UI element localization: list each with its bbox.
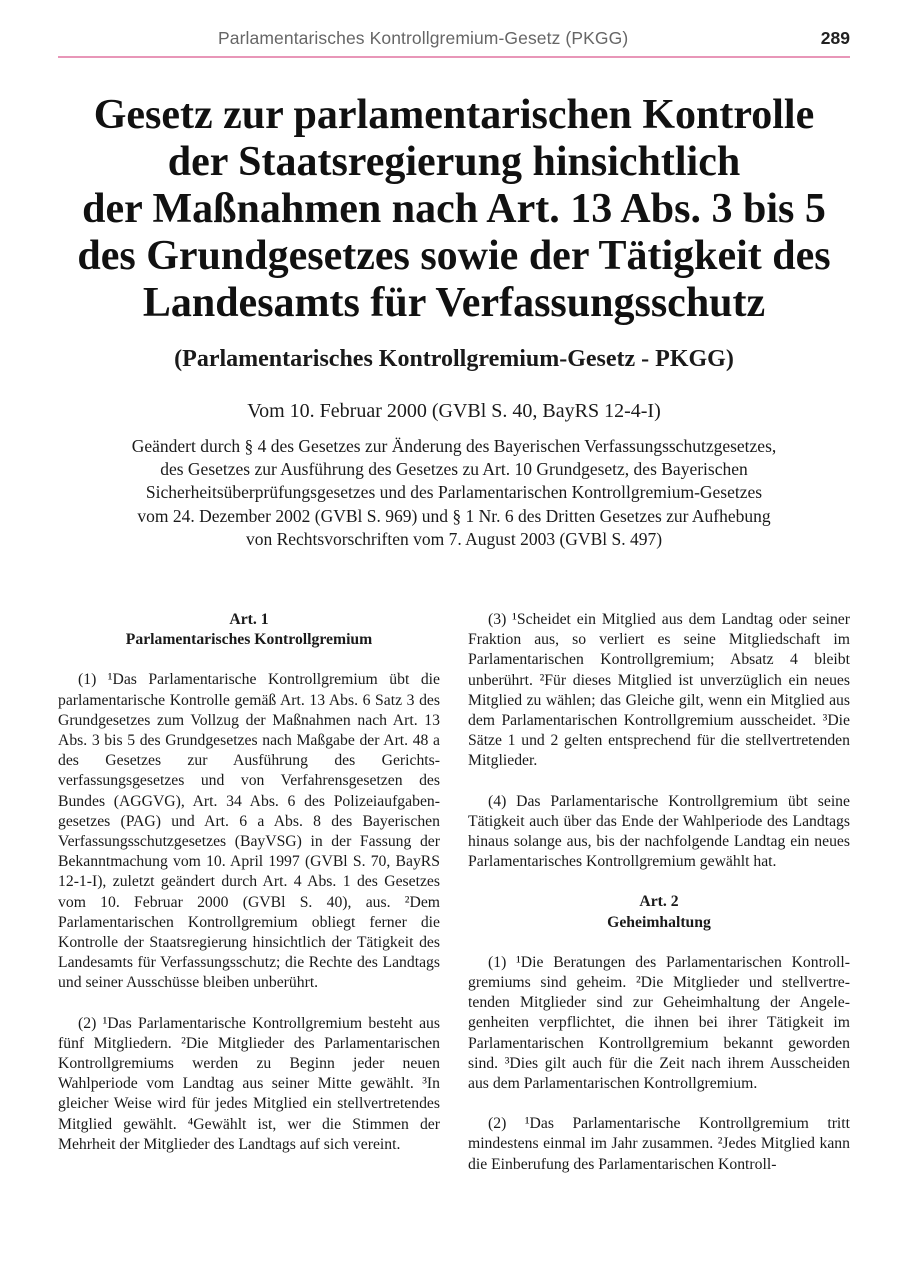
- running-header: [58, 28, 850, 54]
- paragraph: (1) ¹Das Parlamentarische Kontrollgremium übt die parlamentarische Kontrolle gemäß Art. 13 Abs. 6 Satz 3 des Grundgesetzes zum Vollzug der Maßnahmen nach Art. 13 Abs. 3 bis 5 des Grundgesetzes nach Maßgabe der Art. 48 a des Gesetzes zur Ausführung des Gerichtsverfassungsgesetzes und von Verfahrensgesetzen des Bundes (AGGVG), Art. 34 Abs. 6 des Polizeiaufgabengesetzes (PAG) und Art. 6 a Abs. 8 des Bayerischen Verfassungsschutzgesetzes (BayVSG) in der Fassung der Bekanntmachung vom 10. April 1997 (GVBl S. 70, BayRS 12-1-I), zuletzt geändert durch Art. 4 Abs. 1 des Gesetzes vom 10. Februar 2000 (GVBl S. 40), aus. ²Dem Parlamentarischen Kontrollgremium obliegt ferner die Kontrolle der Staatsregierung hinsichtlich der Tätigkeit des Landesamts für Verfassungsschutz; die Rechte des Landtags und seiner Ausschüsse bleiben unberührt.: [58, 671, 440, 992]
- amendment-line: Geändert durch § 4 des Gesetzes zur Änderung des Bayerischen Verfassungsschutzgesetzes,: [131, 436, 777, 456]
- title-line: Landesamts für Verfassungsschutz: [142, 280, 766, 326]
- amendment-note: [60, 435, 848, 551]
- law-subtitle: (Parlamentarisches Kontrollgremium-Gesetz - PKGG): [174, 346, 734, 372]
- article-heading: Geheimhaltung: [607, 913, 711, 931]
- paragraph: (3) ¹Scheidet ein Mitglied aus dem Landtag oder seiner Fraktion aus, so verliert es seine Mitgliedschaft im Parlamentarischen Kontrollgremium; Absatz 4 bleibt unberührt. ²Für dieses Mitglied ist unverzüglich ein neues Mitglied zu wählen; das Gleiche gilt, wenn ein Mitglied aus dem Parlamentarischen Kontrollgremium ausscheidet. ³Die Sätze 1 und 2 gelten entsprechend für die stellvertretenden Mitglieder.: [468, 611, 850, 770]
- paragraph: (4) Das Parlamentarische Kontrollgremium übt seine Tätigkeit auch über das Ende der Wahlperiode des Landtags hinaus solange aus, bis der nachfolgende Landtag ein neues Parlamentarisches Kontrollgremium gewählt hat.: [468, 792, 850, 871]
- title-line: Gesetz zur parlamentarischen Kontrolle: [93, 92, 815, 138]
- amendment-line: des Gesetzes zur Ausführung des Gesetzes zu Art. 10 Grundgesetz, des Bayerischen: [160, 459, 748, 480]
- title-line: der Maßnahmen nach Art. 13 Abs. 3 bis 5: [82, 186, 826, 232]
- paragraph: (2) ¹Das Parlamentarische Kontrollgremium tritt mindestens einmal im Jahr zusammen. ²Jedes Mitglied kann die Einberufung des Parlamentarischen Kontroll-: [468, 1115, 850, 1173]
- date-line: Vom 10. Februar 2000 (GVBl S. 40, BayRS 12-4-I): [247, 400, 661, 422]
- amendment-line: von Rechtsvorschriften vom 7. August 2003 (GVBl S. 497): [245, 528, 663, 549]
- title-line: des Grundgesetzes sowie der Tätigkeit des: [77, 233, 831, 279]
- amendment-line: vom 24. Dezember 2002 (GVBl S. 969) und § 1 Nr. 6 des Dritten Gesetzes zur Aufhebung: [137, 505, 771, 526]
- amendment-line: Sicherheitsüberprüfungsgesetzes und des Parlamentarischen Kontrollgremium-Gesetzes: [145, 482, 763, 503]
- article-heading: Parlamentarisches Kontrollgremium: [125, 631, 373, 649]
- paragraph: (1) ¹Die Beratungen des Parlamentarischen Kontrollgremiums sind geheim. ²Die Mitglieder und stellvertretenden Mitglieder sind zur Geheimhaltung der Angelegenheiten verpflichtet, die ihnen bei ihrer Tätigkeit im Parlamentarischen Kontrollgremium bekannt geworden sind. ³Dies gilt auch für die Zeit nach ihrem Ausscheiden aus dem Parlamentarischen Kontrollgremium.: [468, 953, 850, 1093]
- header-rule: [58, 56, 850, 58]
- article-number: Art. 1: [229, 611, 269, 628]
- page-number: 289: [820, 28, 850, 48]
- right-column: [468, 610, 850, 1195]
- running-title: Parlamentarisches Kontrollgremium-Gesetz (PKGG): [218, 28, 629, 48]
- article-number: Art. 2: [639, 893, 679, 911]
- left-column: [58, 610, 440, 1175]
- paragraph: (2) ¹Das Parlamentarische Kontrollgremium besteht aus fünf Mitgliedern. ²Die Mitglieder des Parlamentarischen Kontrollgremiums werden zu Beginn jeder neuen Wahlperiode vom Landtag aus seiner Mitte gewählt. ³In gleicher Weise wird für jedes Mitglied ein stellvertretendes Mitglied gewählt. ⁴Gewählt ist, wer die Stimmen der Mehrheit der Mitglieder des Landtags auf sich vereint.: [58, 1014, 440, 1153]
- title-line: der Staatsregierung hinsichtlich: [167, 139, 741, 185]
- law-title: [40, 92, 868, 327]
